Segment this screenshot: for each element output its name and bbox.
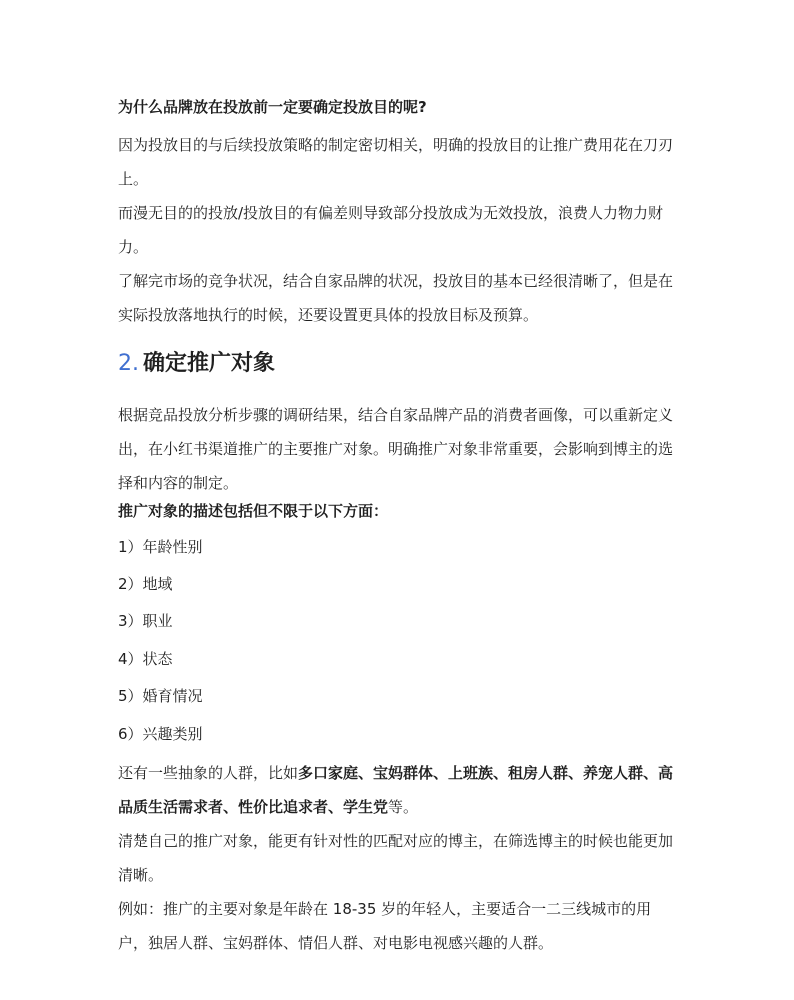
paragraph-aimless: 而漫无目的的投放/投放目的有偏差则导致部分投放成为无效投放，浪费人力物力财力。 (118, 204, 664, 256)
list-item: 3）职业 (118, 612, 173, 630)
list-item: 6）兴趣类别 (118, 725, 203, 743)
abstract-groups-list: 多口家庭、宝妈群体、上班族、租房人群、养宠人群、高品质生活需求者、性价比追求者、学生党 (118, 764, 674, 816)
list-item: 5）婚育情况 (118, 687, 203, 705)
list-item: 4）状态 (118, 650, 173, 668)
paragraph-market: 了解完市场的竞争状况，结合自家品牌的状况，投放目的基本已经很清晰了，但是在实际投放落地执行的时候，还要设置更具体的投放目标及预算。 (118, 272, 674, 324)
list-item: 2）地域 (118, 575, 173, 593)
section-title: 确定推广对象 (143, 351, 276, 376)
section-heading (118, 344, 275, 384)
section-number: 2. (118, 351, 139, 376)
paragraph-target-definition: 根据竞品投放分析步骤的调研结果，结合自家品牌产品的消费者画像，可以重新定义出，在小红书渠道推广的主要推广对象。明确推广对象非常重要，会影响到博主的选择和内容的制定。 (118, 406, 674, 492)
paragraph-matching: 清楚自己的推广对象，能更有针对性的匹配对应的博主，在筛选博主的时候也能更加清晰。 (118, 832, 674, 884)
paragraph-example: 例如：推广的主要对象是年龄在 18-35 岁的年轻人，主要适合一二三线城市的用户，独居人群、宝妈群体、情侣人群、对电影电视感兴趣的人群。 (118, 900, 652, 952)
abstract-groups-prefix: 还有一些抽象的人群，比如 (118, 764, 299, 782)
intro-question-heading: 为什么品牌放在投放前一定要确定投放目的呢? (118, 98, 427, 116)
paragraph-abstract-groups (118, 756, 678, 824)
target-description-subheading: 推广对象的描述包括但不限于以下方面： (118, 502, 389, 520)
paragraph-purpose: 因为投放目的与后续投放策略的制定密切相关，明确的投放目的让推广费用花在刀刃上。 (118, 136, 674, 188)
abstract-groups-suffix: 等。 (388, 798, 419, 816)
list-item: 1）年龄性别 (118, 538, 203, 556)
